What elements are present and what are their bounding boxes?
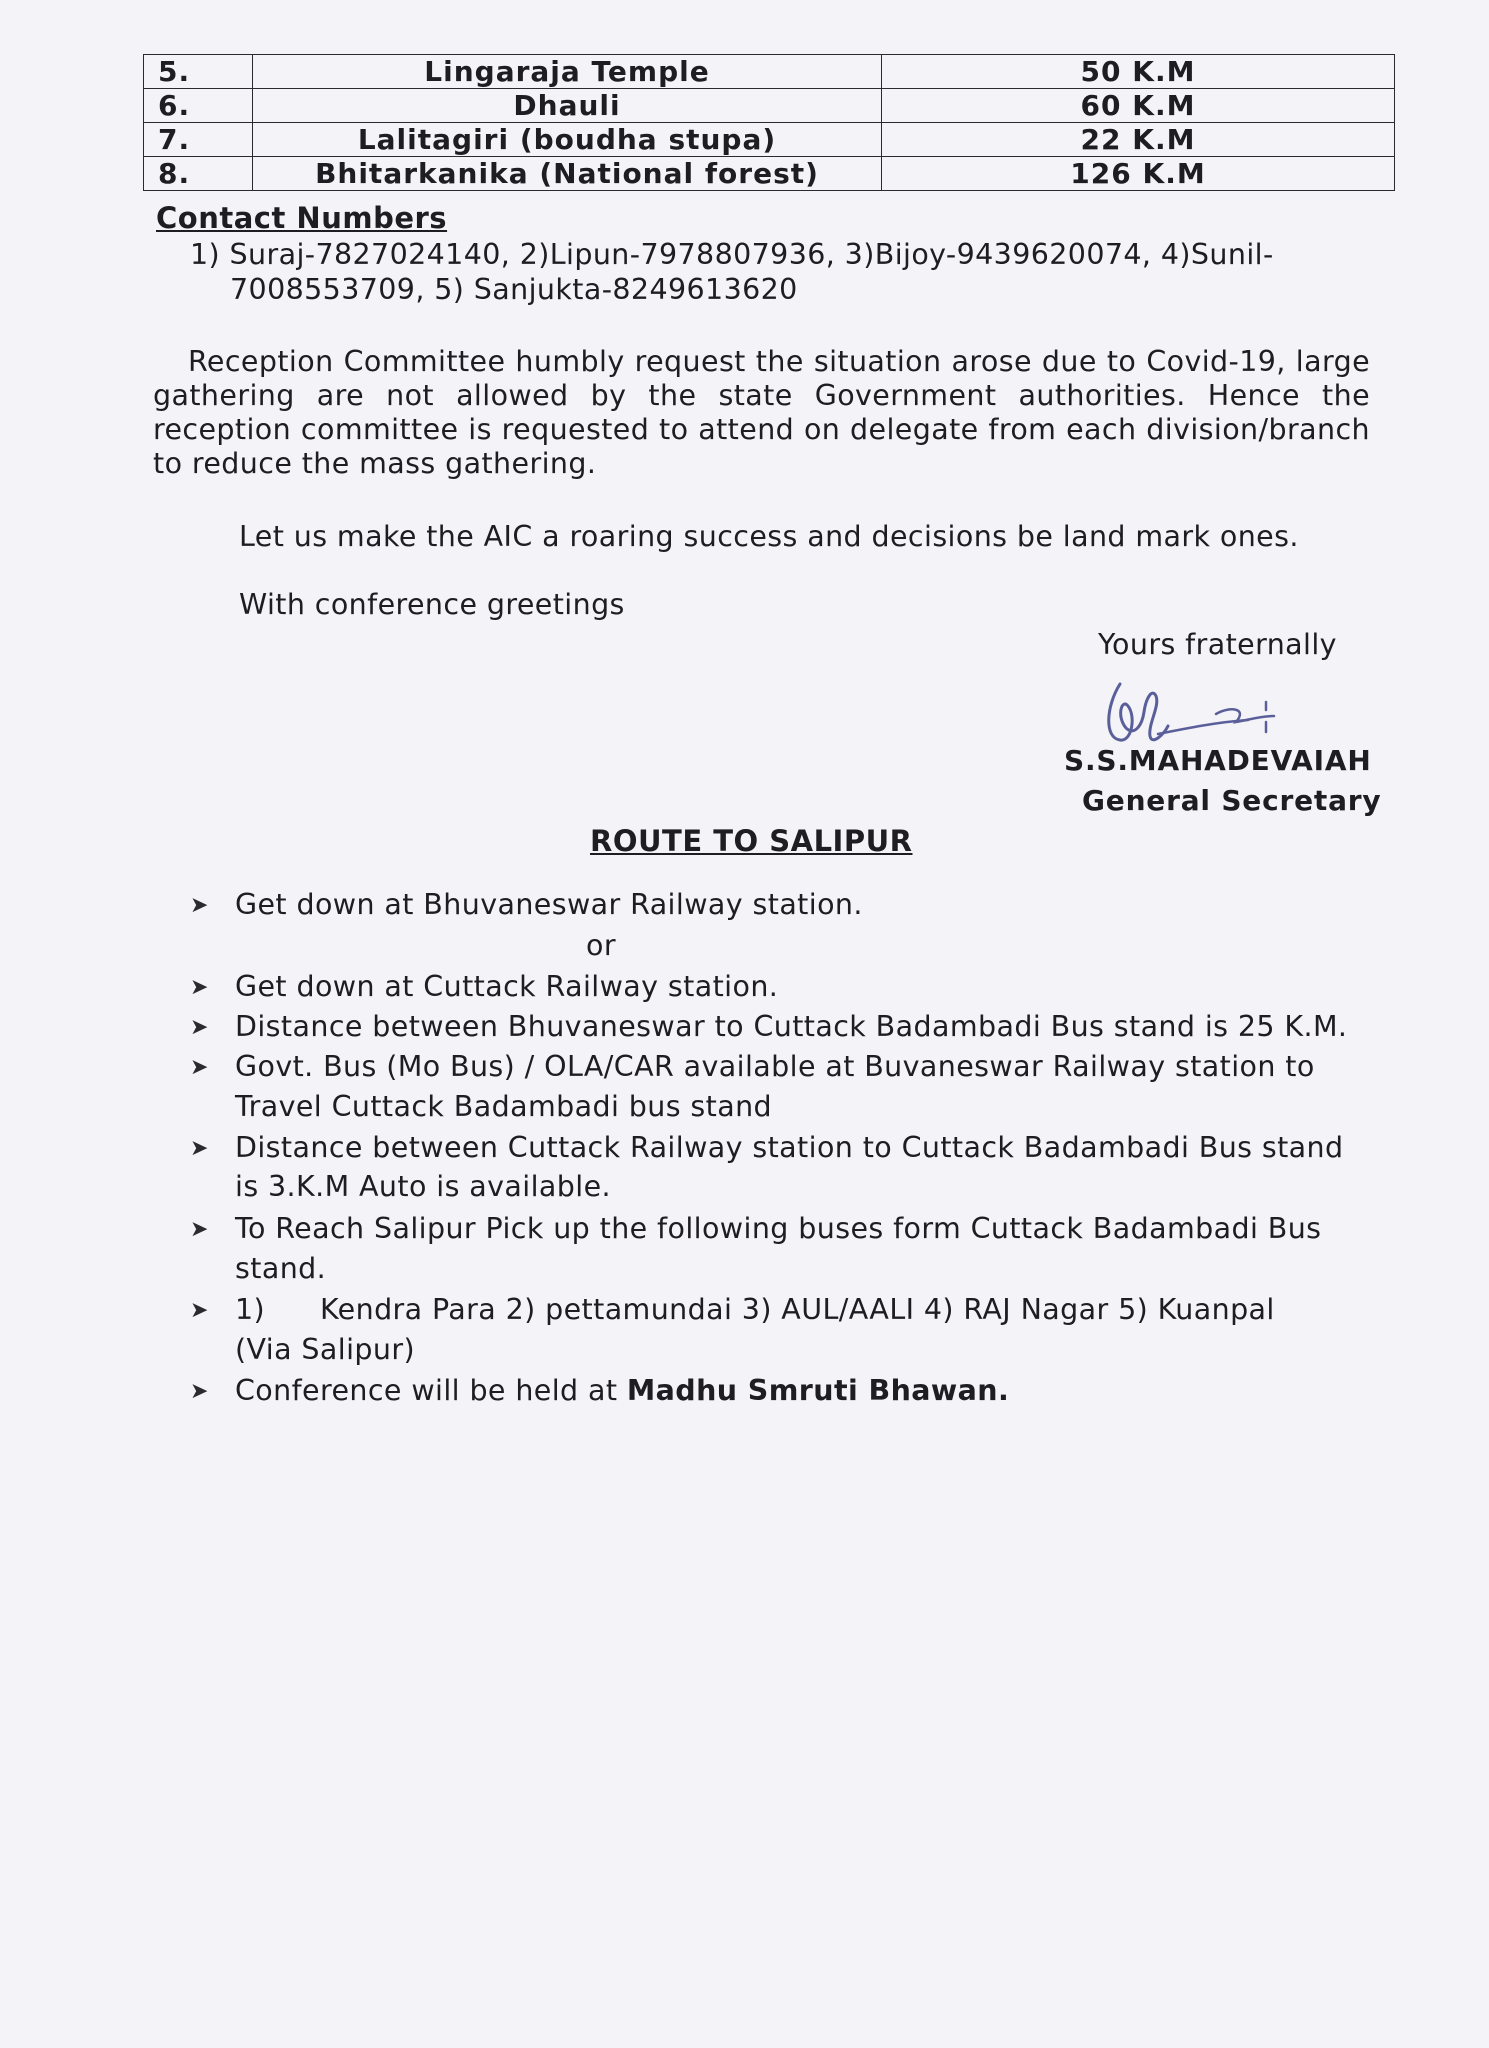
table-row (144, 157, 1395, 191)
route-item-5-line-1: Distance between Cuttack Railway station to Cuttack Badambadi Bus stand (235, 1131, 1344, 1164)
place-distance: 22 K.M (882, 123, 1395, 157)
table-row (144, 89, 1395, 123)
arrowhead-bullet-icon: ➤ (190, 1136, 209, 1161)
contact-numbers-heading: Contact Numbers (156, 201, 448, 235)
reception-line-4: to reduce the mass gathering. (153, 447, 597, 480)
conference-venue: Madhu Smruti Bhawan. (626, 1374, 1010, 1407)
route-title: ROUTE TO SALIPUR (590, 824, 913, 858)
signatory-name: S.S.MAHADEVAIAH (1064, 744, 1372, 777)
row-number: 5. (144, 55, 253, 89)
arrowhead-bullet-icon: ➤ (190, 1217, 209, 1242)
route-or: or (586, 929, 616, 962)
route-item-7-number: 1) (235, 1293, 266, 1326)
contact-line-1: 1) Suraj-7827024140, 2)Lipun-7978807936, 3)Bijoy-9439620074, 4)Sunil- (190, 238, 1274, 271)
reception-line-3: reception committee is requested to attend on delegate from each division/branch (153, 413, 1370, 446)
place-name: Bhitarkanika (National forest) (253, 157, 882, 191)
row-number: 6. (144, 89, 253, 123)
place-distance: 126 K.M (882, 157, 1395, 191)
route-item-6-line-2: stand. (235, 1252, 327, 1285)
contact-line-2: 7008553709, 5) Sanjukta-8249613620 (230, 273, 798, 306)
arrowhead-bullet-icon: ➤ (190, 1298, 209, 1323)
places-distance-table (143, 54, 1395, 191)
route-item-7-line-2: (Via Salipur) (235, 1333, 416, 1366)
yours-fraternally: Yours fraternally (1098, 628, 1337, 661)
conference-greetings: With conference greetings (239, 588, 625, 621)
route-item-2: Get down at Cuttack Railway station. (235, 970, 779, 1003)
route-item-5-line-2: is 3.K.M Auto is available. (235, 1170, 611, 1203)
arrowhead-bullet-icon: ➤ (190, 975, 209, 1000)
arrowhead-bullet-icon: ➤ (190, 893, 209, 918)
route-item-1: Get down at Bhuvaneswar Railway station. (235, 888, 863, 921)
signatory-designation: General Secretary (1082, 784, 1382, 817)
table-row (144, 55, 1395, 89)
route-item-3: Distance between Bhuvaneswar to Cuttack Badambadi Bus stand is 25 K.M. (235, 1010, 1348, 1043)
row-number: 8. (144, 157, 253, 191)
route-item-8-prefix: Conference will be held at (235, 1374, 627, 1407)
route-item-7-line-1: Kendra Para 2) pettamundai 3) AUL/AALI 4) RAJ Nagar 5) Kuanpal (320, 1293, 1275, 1326)
place-name: Lalitagiri (boudha stupa) (253, 123, 882, 157)
arrowhead-bullet-icon: ➤ (190, 1015, 209, 1040)
row-number: 7. (144, 123, 253, 157)
place-distance: 50 K.M (882, 55, 1395, 89)
reception-line-1: Reception Committee humbly request the situation arose due to Covid-19, large (188, 345, 1370, 378)
arrowhead-bullet-icon: ➤ (190, 1055, 209, 1080)
reception-line-2: gathering are not allowed by the state Government authorities. Hence the (153, 379, 1370, 412)
route-item-8 (235, 1374, 1009, 1407)
roaring-success-line: Let us make the AIC a roaring success and decisions be land mark ones. (239, 520, 1299, 553)
place-distance: 60 K.M (882, 89, 1395, 123)
table-row (144, 123, 1395, 157)
place-name: Lingaraja Temple (253, 55, 882, 89)
route-item-4-line-2: Travel Cuttack Badambadi bus stand (235, 1090, 773, 1123)
arrowhead-bullet-icon: ➤ (190, 1379, 209, 1404)
route-item-6-line-1: To Reach Salipur Pick up the following buses form Cuttack Badambadi Bus (235, 1212, 1322, 1245)
place-name: Dhauli (253, 89, 882, 123)
route-item-4-line-1: Govt. Bus (Mo Bus) / OLA/CAR available at Buvaneswar Railway station to (235, 1050, 1315, 1083)
